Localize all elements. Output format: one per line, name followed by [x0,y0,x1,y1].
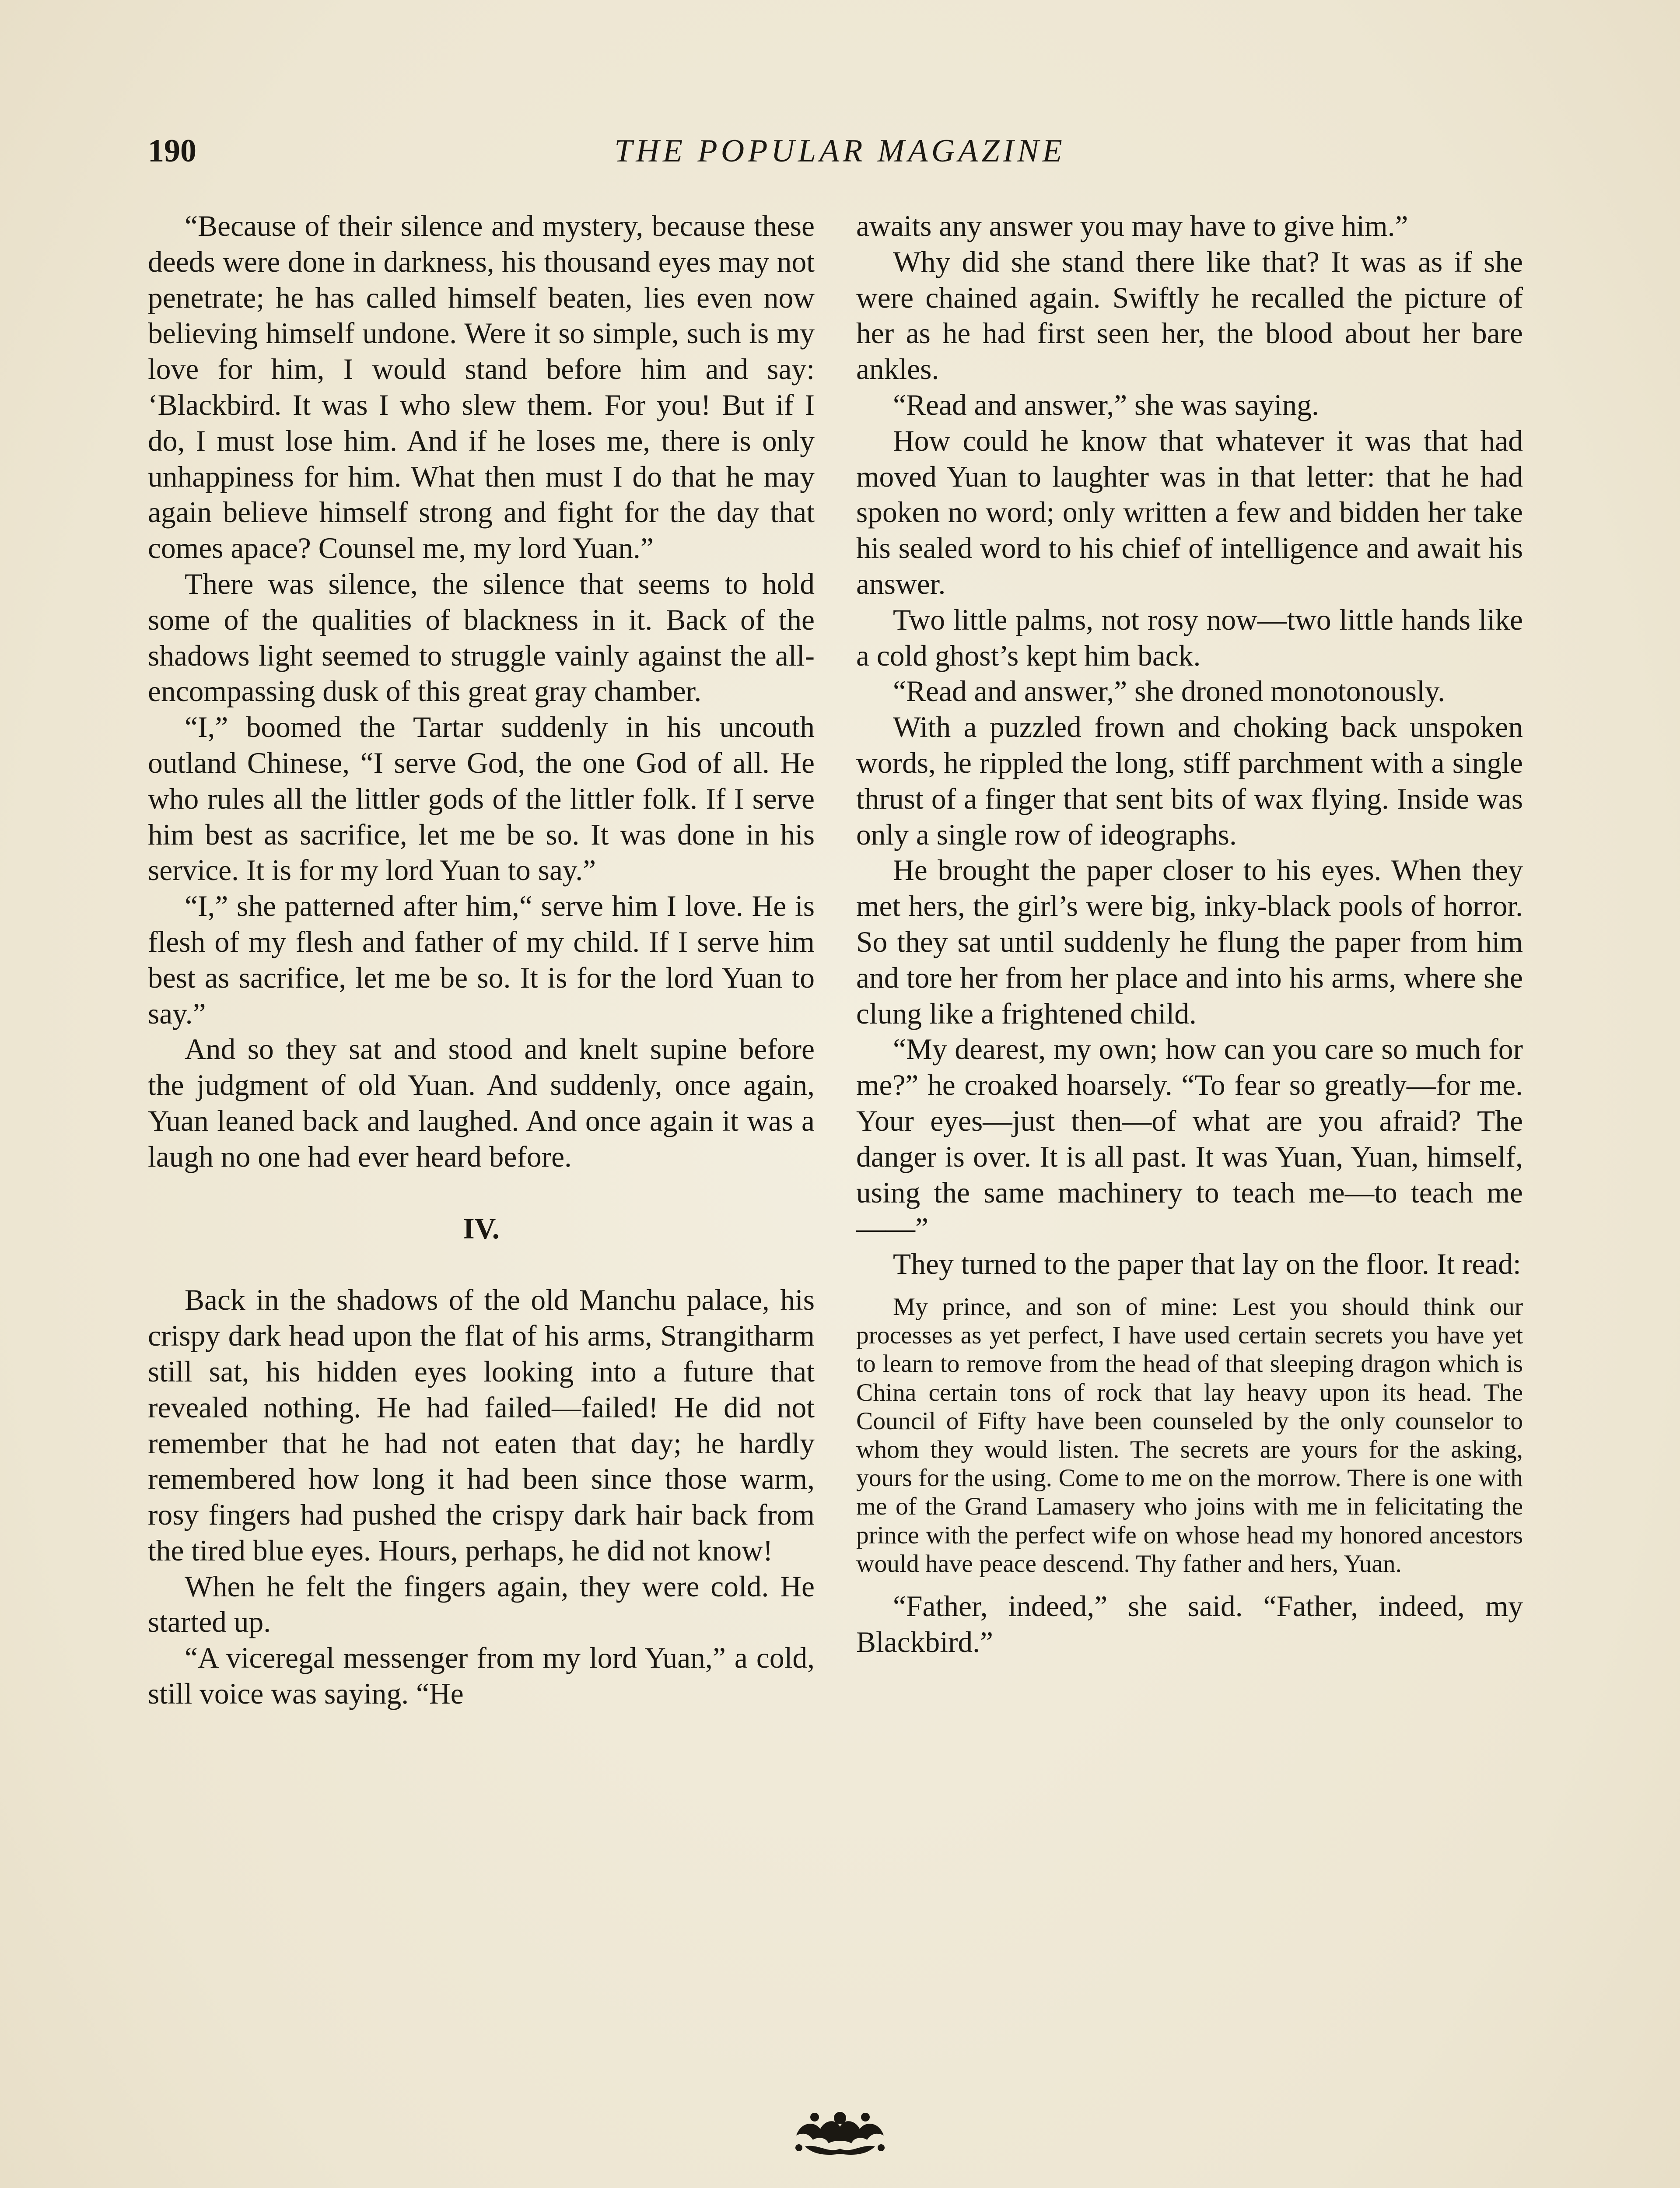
paragraph: Back in the shadows of the old Manchu palace, his crispy dark head upon the flat of his arms, Strangitharm still sat, his hidden eyes looking into a future that revealed nothing. He had failed—failed! He did not remember that he had not eaten that day; he hardly remembered how long it had been since those warm, rosy fingers had pushed the crispy dark hair back from the tired blue eyes. Hours, perhaps, he did not know! [148,1283,815,1567]
paragraph: There was silence, the silence that seems to hold some of the qualities of blackness in it. Back of the shadows light seemed to struggle vainly against the all-encompassing dusk of this great gray chamber. [148,567,815,708]
paragraph: “My dearest, my own; how can you care so much for me?” he croaked hoarsely. “To fear so greatly—for me. Your eyes—just then—of what are you afraid? The danger is over. It is all past. It was Yuan, Yuan, himself, using the same machinery to teach me—to teach me——” [856,1033,1523,1245]
paragraph: “A viceregal messenger from my lord Yuan,” a cold, still voice was saying. “He [148,1641,815,1711]
paragraph: “I,” she patterned after him,“ serve him I love. He is flesh of my flesh and father of my child. If I serve him best as sacrifice, let me be so. It is for the lord Yuan to say.” [148,890,815,1030]
paragraph: With a puzzled frown and choking back unspoken words, he rippled the long, stiff parchment with a single thrust of a finger that sent bits of wax flying. Inside was only a single row of ideographs. [856,711,1523,851]
quoted-letter: My prince, and son of mine: Lest you should think our processes as yet perfect, I have used certain secrets you have yet to learn to remove from the head of that sleeping dragon which is China certain tons of rock that lay heavy upon its head. The Council of Fifty have been counseled by the only counselor to whom they would listen. The secrets are yours for the asking, yours for the using. Come to me on the morrow. There is one with me of the Grand Lamasery who joins with me in felicitating the prince with the perfect wife on whose head my honored ancestors would have peace descend. Thy father and hers, Yuan. [856,1293,1523,1578]
section-number: IV. [463,1212,500,1245]
footer-announcement [152,2185,1530,2188]
paragraph: Two little palms, not rosy now—two little hands like a cold ghost’s kept him back. [856,603,1523,672]
continued-paragraph: awaits any answer you may have to give him.” [856,210,1408,242]
paragraph: How could he know that whatever it was that had moved Yuan to laughter was in that letter: that he had spoken no word; only written a few and bidden her take his sealed word to his chief of intelligence and await his answer. [856,424,1523,600]
paragraph: “Read and answer,” she droned monotonously. [893,675,1445,708]
floral-ornament-icon [788,2105,892,2162]
closing-paragraph: “Father, indeed,” she said. “Father, indeed, my Blackbird.” [856,1589,1523,1659]
paragraph: “I,” boomed the Tartar suddenly in his uncouth outland Chinese, “I serve God, the one God of all. He who rules all the littler gods of the littler folk. If I serve him best as sacrifice, let me be so. It was done in his service. It is for my lord Yuan to say.” [148,711,815,887]
page-number: 190 [148,133,196,169]
paragraph: And so they sat and stood and knelt supine before the judgment of old Yuan. And suddenly, once again, Yuan leaned back and laughed. And once again it was a laugh no one had ever heard before. [148,1033,815,1173]
running-head: THE POPULAR MAGAZINE [614,133,1066,169]
paragraph: Why did she stand there like that? It was as if she were chained again. Swiftly he recalled the picture of her as he had first seen her, the blood about her bare ankles. [856,245,1523,386]
paragraph: He brought the paper closer to his eyes. When they met hers, the girl’s were big, inky-black pools of horror. So they sat until suddenly he flung the paper from him and tore her from her place and into his arms, where she clung like a frightened child. [856,854,1523,1030]
paragraph: They turned to the paper that lay on the floor. It read: [893,1248,1521,1281]
paragraph: “Read and answer,” she was saying. [893,388,1319,421]
left-column [148,208,815,1712]
right-column [856,208,1523,1660]
paragraph: When he felt the fingers again, they were cold. He started up. [148,1570,815,1639]
paragraph: “Because of their silence and mystery, because these deeds were done in darkness, his thousand eyes may not penetrate; he has called himself beaten, lies even now believing himself undone. Were it so simple, such is my love for him, I would stand before him and say: ‘Blackbird. It was I who slew them. For you! But if I do, I must lose him. And if he loses me, there is only unhappiness for him. What then must I do that he may again believe himself strong and fight for the day that comes apace? Counsel me, my lord Yuan.” [148,210,815,565]
